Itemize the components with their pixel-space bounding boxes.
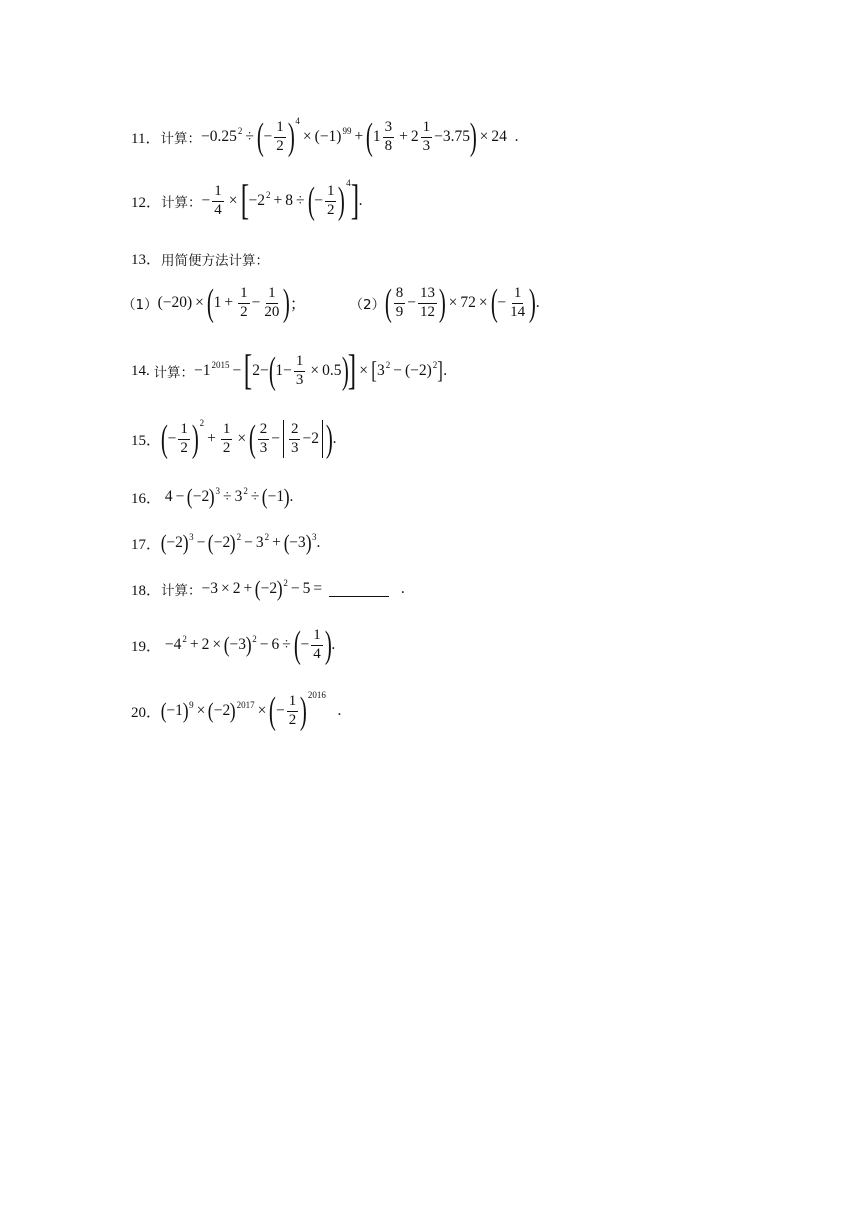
question-16 [131, 486, 293, 508]
question-number: 16． [131, 490, 162, 507]
part-2-label: （2） [349, 297, 386, 313]
math-expression: −4 $^2$ + 2 × ( −3 ) $^2$ − 6 ÷ ( − $\frac{1}{4}$ ) . [161, 624, 336, 666]
question-number: 12． [131, 194, 162, 211]
question-number: 19． [131, 638, 162, 655]
question-number: 20． [131, 704, 162, 721]
question-14 [131, 350, 447, 392]
question-number: 17． [131, 536, 162, 553]
math-expression-part-1: (−20) × ( 1 + $\frac{1}{2}$ − $\frac{1}{20}$ ) ； [157, 282, 306, 324]
question-12 [131, 180, 362, 222]
math-expression: − $\frac{1}{4}$ × [ −2 $^2$ + 8 ÷ ( − $\frac{1}{2}$ ) 4 ] . [201, 178, 363, 224]
question-15 [131, 420, 337, 458]
math-expression: ( −1 ) $^9$ × ( −2 ) $^{2017}$ × ( − $\frac{1}{2}$ ) 2016 . [160, 690, 342, 732]
question-13 [131, 248, 269, 269]
question-13-parts [122, 284, 540, 322]
question-20 [131, 692, 341, 730]
math-expression: −0.25 $^2$ ÷ ( − $\frac{1}{2}$ ) 4 × (−1) $^{99}$ + ( 1 $\frac{3}{8}$ + 2 $\frac{1}{3}$ −3.75 ) × 24 . [200, 116, 519, 158]
question-number: 11． [131, 130, 161, 147]
question-number: 15． [131, 432, 162, 449]
question-label: 计算： [161, 583, 202, 599]
question-18 [131, 578, 405, 600]
math-expression: ( −2 ) $^3$ − ( −2 ) $^2$ − 3 $^2$ + ( −3 ) $^3$ . [160, 530, 321, 555]
math-expression-part-2: ( $\frac{8}{9}$ − $\frac{13}{12}$ ) × 72 × ( − $\frac{1}{14}$ ) . [384, 282, 540, 324]
math-expression: −1 $^{2015}$ − [ 2− ( 1− $\frac{1}{3}$ × 0.5 ) ] × [ 3 $^2$ − (−2) $^2$ ] . [194, 348, 448, 394]
question-label: 计算： [153, 365, 194, 381]
question-text: 用简便方法计算： [161, 252, 270, 269]
part-1-label: （1） [122, 297, 158, 313]
math-expression: −3 × 2 + ( −2 ) $^2$ − 5 = . [201, 576, 405, 601]
question-number: 13． [131, 252, 162, 268]
question-19 [131, 626, 335, 664]
math-expression: 4 − ( −2 ) $^3$ ÷ 3 $^2$ ÷ ( −1 ) . [161, 484, 294, 509]
question-label: 计算： [161, 195, 202, 211]
question-11 [131, 118, 519, 156]
question-17 [131, 532, 320, 554]
question-label: 计算： [160, 131, 201, 147]
answer-blank[interactable] [329, 582, 389, 597]
question-number: 14. [131, 362, 150, 379]
math-expression: ( − $\frac{1}{2}$ ) 2 + $\frac{1}{2}$ × ( $\frac{2}{3}$ − $\frac{2}{3}$ −2 ) . [160, 418, 337, 460]
question-number: 18． [131, 582, 162, 599]
